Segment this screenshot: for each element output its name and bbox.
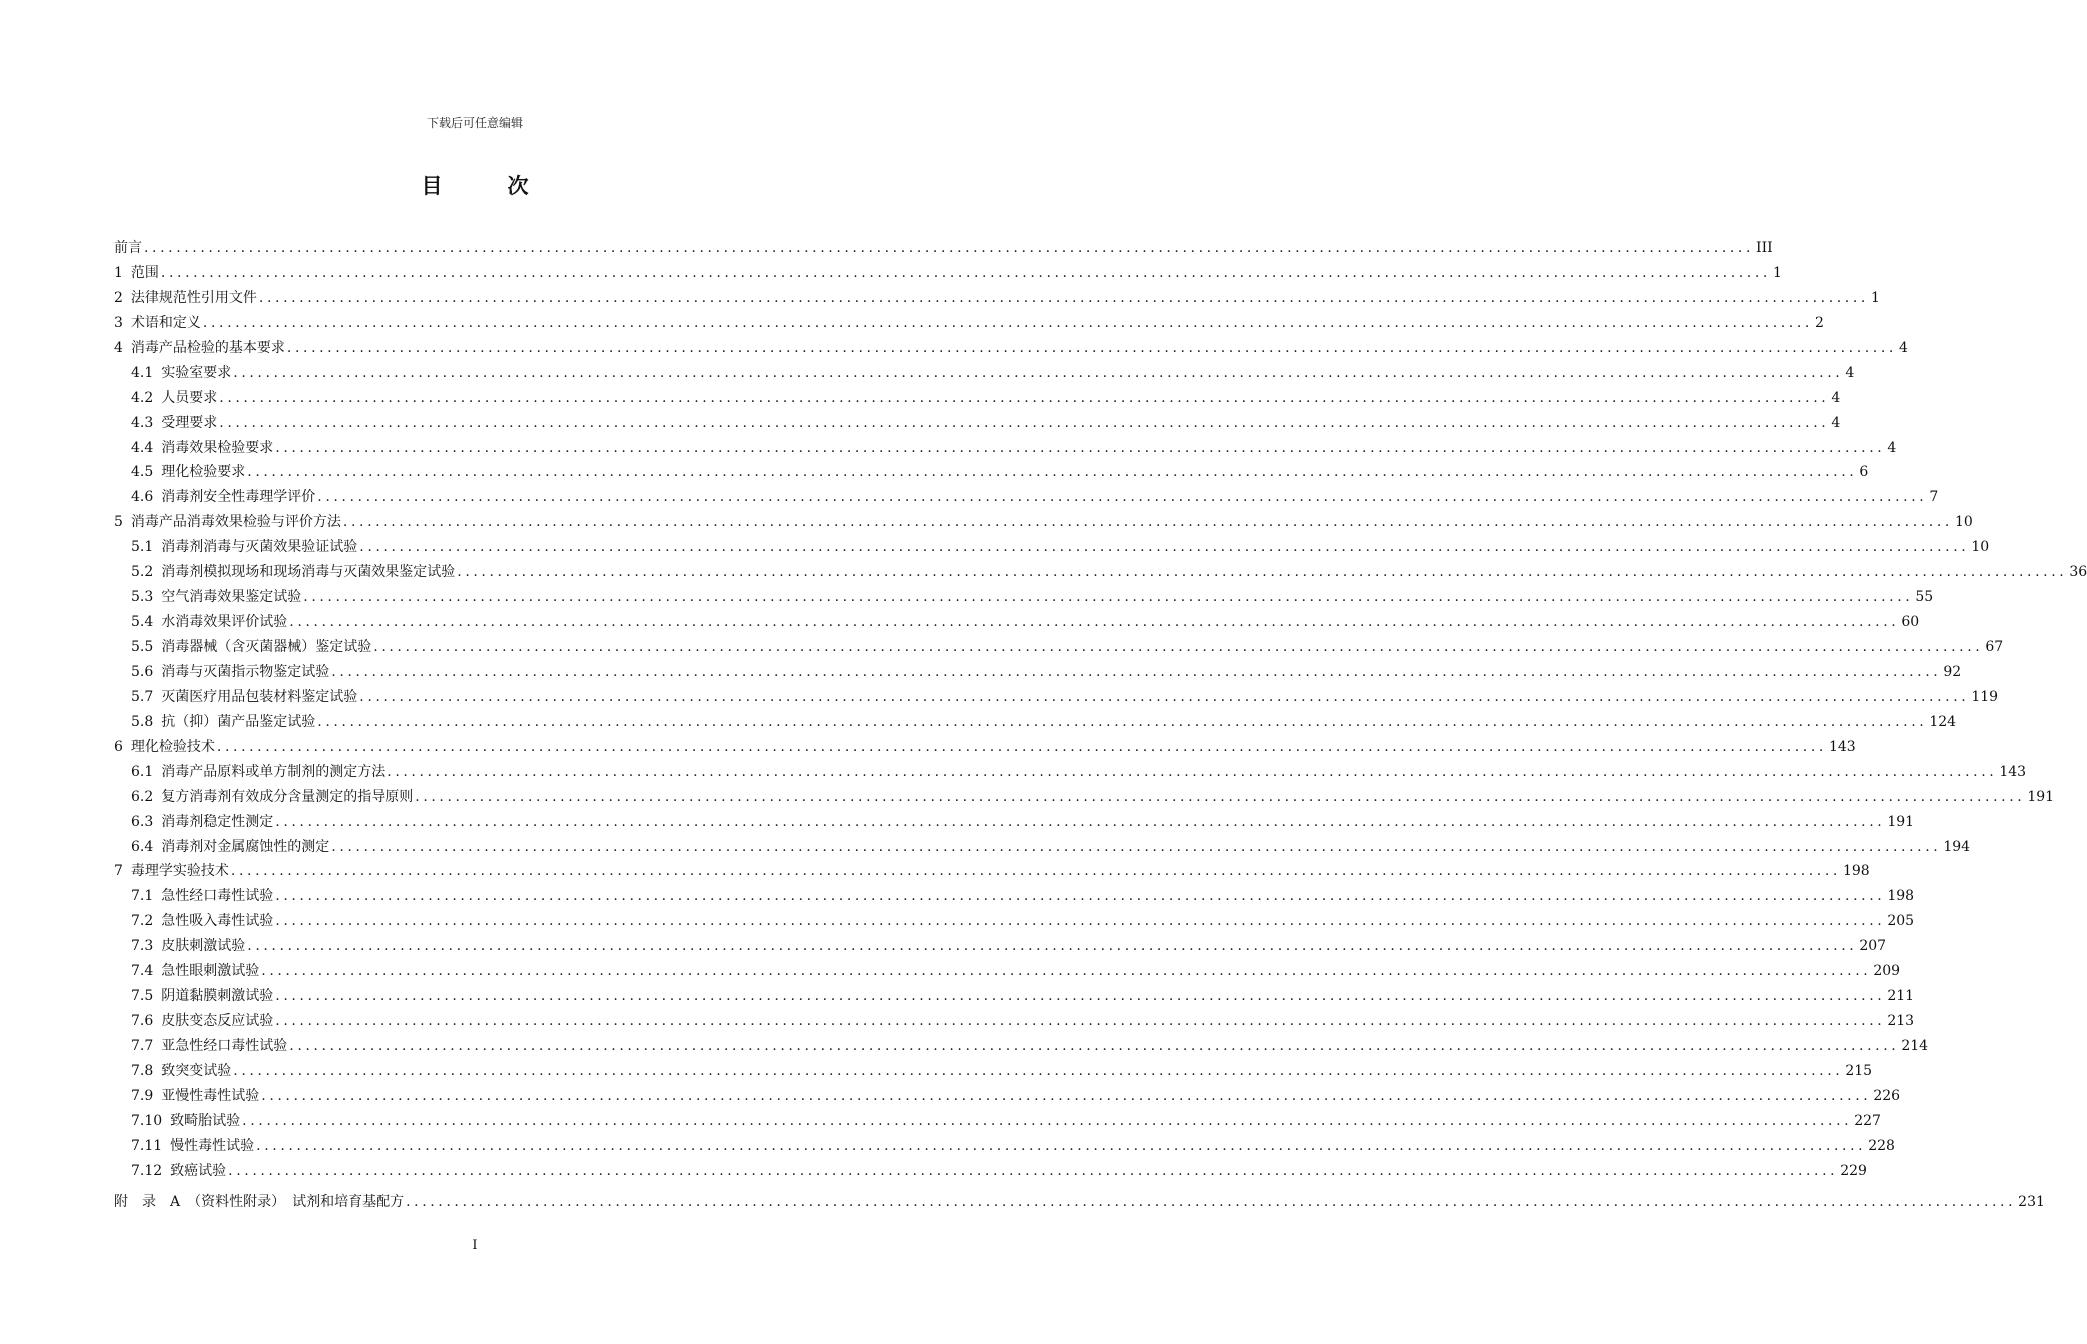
toc-entry-number: 2 — [114, 289, 123, 306]
toc-entry-number: 4.1 — [131, 364, 154, 381]
toc-entry-label: 人员要求 — [161, 389, 218, 406]
toc-entry-label: 消毒产品原料或单方制剂的测定方法 — [161, 763, 386, 780]
dot-leader: ........................................................................................................................................................................................................ — [216, 738, 1827, 755]
toc-entry-label: 急性眼刺激试验 — [161, 963, 260, 980]
toc-entry[interactable] — [114, 934, 1887, 959]
toc-entry-number: 5 — [114, 514, 123, 531]
toc-entry[interactable] — [114, 685, 1999, 710]
dot-leader: ........................................................................................................................................................................................................ — [303, 589, 1914, 606]
toc-entry[interactable] — [114, 1084, 1901, 1109]
dot-leader: ........................................................................................................................................................................................................ — [233, 1062, 1844, 1079]
toc-entry-label: 法律规范性引用文件 — [130, 289, 257, 306]
dot-leader: ........................................................................................................................................................................................................ — [415, 788, 2026, 805]
dot-leader: ........................................................................................................................................................................................................ — [202, 314, 1813, 331]
dot-leader: ........................................................................................................................................................................................................ — [242, 1112, 1853, 1129]
toc-entry[interactable] — [114, 460, 1869, 485]
toc-entry-number: 4.5 — [131, 464, 154, 481]
toc-entry[interactable] — [114, 884, 1915, 909]
dot-leader: ........................................................................................................................................................................................................ — [247, 938, 1858, 955]
toc-entry-label: 皮肤变态反应试验 — [161, 1013, 274, 1030]
toc-entry[interactable] — [114, 286, 1880, 311]
toc-entry[interactable] — [114, 560, 2087, 585]
page-number: I — [472, 1238, 478, 1253]
toc-entry[interactable] — [114, 1134, 1895, 1159]
toc-entry[interactable] — [114, 760, 2027, 785]
dot-leader: ........................................................................................................................................................................................................ — [331, 838, 1942, 855]
toc-entry-page: 55 — [1915, 589, 1934, 606]
toc-entry-number: 7.9 — [131, 1087, 154, 1104]
toc-entry-label: 亚慢性毒性试验 — [161, 1087, 260, 1104]
dot-leader: ........................................................................................................................................................................................................ — [286, 339, 1897, 356]
toc-entry-label: 范围 — [130, 264, 159, 281]
dot-leader: ........................................................................................................................................................................................................ — [373, 639, 1984, 655]
toc-entry-page: 143 — [1828, 738, 1856, 755]
toc-entry-number: 7.3 — [131, 938, 154, 955]
toc-entry-number: 7.7 — [131, 1038, 154, 1054]
toc-entry-label: 前言 — [114, 240, 142, 256]
toc-entry-page: 1 — [1870, 289, 1880, 306]
toc-entry-number: 7.6 — [131, 1013, 154, 1030]
toc-entry[interactable] — [114, 959, 1901, 984]
dot-leader: ........................................................................................................................................................................................................ — [342, 514, 1953, 531]
toc-entry-page: 6 — [1859, 464, 1869, 481]
dot-leader: ........................................................................................................................................................................................................ — [247, 464, 1858, 481]
toc-entry-number: 4.2 — [131, 389, 154, 406]
toc-entry-page: 211 — [1887, 988, 1915, 1005]
toc-entry-number: 4.3 — [131, 414, 154, 431]
dot-leader: ........................................................................................................................................................................................................ — [317, 489, 1928, 506]
toc-entry-page: 4 — [1845, 364, 1855, 381]
toc-entry-label: 抗（抑）菌产品鉴定试验 — [161, 713, 316, 730]
toc-entry-label: 致突变试验 — [161, 1062, 232, 1079]
toc-entry-page: 194 — [1943, 838, 1971, 855]
toc-entry-number: 7.4 — [131, 963, 154, 980]
toc-entry-page: 214 — [1901, 1038, 1929, 1054]
toc-entry[interactable] — [114, 436, 1897, 461]
dot-leader: ........................................................................................................................................................................................................ — [275, 1013, 1886, 1030]
dot-leader: ........................................................................................................................................................................................................ — [144, 240, 1755, 256]
toc-entry-page: 124 — [1929, 713, 1957, 730]
toc-entry-label: 阴道黏膜刺激试验 — [161, 988, 274, 1005]
dot-leader: ........................................................................................................................................................................................................ — [228, 1162, 1839, 1179]
toc-entry-page: 213 — [1887, 1013, 1915, 1030]
toc-entry-label: 急性吸入毒性试验 — [161, 913, 274, 930]
toc-entry-number: 6 — [114, 738, 123, 755]
toc-entry-label: 皮肤刺激试验 — [161, 938, 246, 955]
dot-leader: ........................................................................................................................................................................................................ — [359, 539, 1970, 556]
dot-leader: ........................................................................................................................................................................................................ — [275, 913, 1886, 930]
toc-entry-label: 消毒效果检验要求 — [161, 439, 274, 456]
toc-entry[interactable] — [114, 610, 1920, 635]
toc-entry-number: 7.5 — [131, 988, 154, 1005]
toc-entry[interactable] — [114, 236, 1773, 261]
toc-entry[interactable] — [114, 261, 1782, 286]
toc-entry-label: 毒理学实验技术 — [130, 863, 229, 880]
toc-entry-page: 198 — [1842, 863, 1870, 880]
toc-entry-label: 消毒产品检验的基本要求 — [130, 339, 285, 356]
toc-entry-page: 143 — [1999, 763, 2027, 780]
dot-leader: ........................................................................................................................................................................................................ — [275, 888, 1886, 905]
dot-leader: ........................................................................................................................................................................................................ — [258, 289, 1869, 306]
toc-entry-label: 消毒与灭菌指示物鉴定试验 — [161, 663, 330, 680]
dot-leader: ........................................................................................................................................................................................................ — [457, 564, 2068, 581]
toc-entry-page: 7 — [1929, 489, 1939, 506]
toc-entry-number: 5.6 — [131, 663, 154, 680]
toc-entry[interactable] — [114, 835, 1971, 860]
toc-entry-number: 1 — [114, 264, 123, 281]
toc-entry-page: 205 — [1887, 913, 1915, 930]
toc-entry-page: 228 — [1868, 1137, 1895, 1154]
toc-entry-number: 7.11 — [131, 1137, 163, 1154]
toc-entry-page: 119 — [1971, 688, 1999, 705]
toc-entry-label: 复方消毒剂有效成分含量测定的指导原则 — [161, 788, 414, 805]
toc-entry-label: 消毒产品消毒效果检验与评价方法 — [130, 514, 341, 531]
toc-entry[interactable] — [114, 1034, 1929, 1059]
toc-entry-number: 5.4 — [131, 614, 154, 631]
dot-leader: ........................................................................................................................................................................................................ — [261, 963, 1872, 980]
toc-entry-number: 6.2 — [131, 788, 154, 805]
toc-entry-page: 198 — [1887, 888, 1915, 905]
toc-entry-page: 10 — [1971, 539, 1990, 556]
toc-entry-number: 7.10 — [131, 1112, 163, 1129]
toc-entry-page: 4 — [1887, 439, 1897, 456]
toc-entry-label: 水消毒效果评价试验 — [161, 614, 288, 631]
toc-entry-number: 6.3 — [131, 813, 154, 830]
toc-entry[interactable] — [114, 984, 1915, 1009]
toc-entry-label: 消毒剂模拟现场和现场消毒与灭菌效果鉴定试验 — [161, 564, 456, 581]
toc-entry-number: 5.5 — [131, 639, 154, 655]
toc-entry[interactable] — [114, 785, 2055, 810]
toc-entry-page: 231 — [2018, 1193, 2045, 1210]
toc-entry-page: III — [1756, 240, 1773, 256]
toc-entry-number: 6.1 — [131, 763, 154, 780]
toc-entry[interactable] — [114, 411, 1841, 436]
toc-entry-page: 4 — [1831, 389, 1841, 406]
toc-entry-page: 191 — [2027, 788, 2055, 805]
toc-entry-number: 4 — [114, 339, 123, 356]
toc-entry-number: 5.7 — [131, 688, 154, 705]
toc-entry-label: 消毒剂稳定性测定 — [161, 813, 274, 830]
page-title: 目 次 — [421, 173, 551, 198]
toc-entry[interactable] — [114, 810, 1915, 835]
header-note: 下载后可任意编辑 — [426, 116, 523, 130]
dot-leader: ........................................................................................................................................................................................................ — [230, 863, 1841, 880]
toc-entry-number: 7.2 — [131, 913, 154, 930]
toc-entry-number: 5.3 — [131, 589, 154, 606]
toc-entry-number: 5.1 — [131, 539, 154, 556]
toc-entry[interactable] — [114, 510, 1973, 535]
toc-entry[interactable] — [114, 336, 1908, 361]
toc-entry-page: 60 — [1901, 614, 1920, 631]
dot-leader: ........................................................................................................................................................................................................ — [233, 364, 1844, 381]
dot-leader: ........................................................................................................................................................................................................ — [331, 663, 1942, 680]
toc-entry-page: 191 — [1887, 813, 1915, 830]
toc-entry-label: 空气消毒效果鉴定试验 — [161, 589, 302, 606]
dot-leader: ........................................................................................................................................................................................................ — [261, 1087, 1872, 1104]
toc-entry-number: 7.12 — [131, 1162, 163, 1179]
toc-entry-number: 7.8 — [131, 1062, 154, 1079]
toc-entry[interactable] — [114, 635, 2004, 660]
table-of-contents — [114, 236, 2087, 1215]
toc-entry-page: 215 — [1845, 1062, 1873, 1079]
toc-entry[interactable] — [114, 585, 1934, 610]
toc-entry-label: 致癌试验 — [170, 1162, 227, 1179]
toc-entry-page: 226 — [1873, 1087, 1901, 1104]
toc-entry-label: 消毒剂消毒与灭菌效果验证试验 — [161, 539, 358, 556]
toc-entry-page: 209 — [1873, 963, 1901, 980]
toc-entry-label: 附 录 A （资料性附录） 试剂和培育基配方 — [114, 1193, 405, 1210]
dot-leader: ........................................................................................................................................................................................................ — [219, 414, 1830, 431]
toc-entry[interactable] — [114, 735, 1856, 760]
toc-entry-label: 消毒剂对金属腐蚀性的测定 — [161, 838, 330, 855]
toc-entry-page: 207 — [1859, 938, 1887, 955]
toc-entry-label: 术语和定义 — [130, 314, 201, 331]
toc-entry[interactable] — [114, 311, 1824, 336]
dot-leader: ........................................................................................................................................................................................................ — [256, 1137, 1867, 1154]
toc-entry[interactable] — [114, 859, 1870, 884]
toc-entry-label: 消毒剂安全性毒理学评价 — [161, 489, 316, 506]
toc-entry-label: 理化检验要求 — [161, 464, 246, 481]
toc-entry-page: 4 — [1898, 339, 1908, 356]
toc-entry-label: 灭菌医疗用品包装材料鉴定试验 — [161, 688, 358, 705]
dot-leader: ........................................................................................................................................................................................................ — [387, 763, 1998, 780]
toc-entry-label: 致畸胎试验 — [170, 1112, 241, 1129]
toc-entry-page: 2 — [1814, 314, 1824, 331]
toc-entry[interactable] — [114, 361, 1855, 386]
toc-entry-number: 4.4 — [131, 439, 154, 456]
toc-entry-number: 7 — [114, 863, 123, 880]
toc-entry-page: 67 — [1985, 639, 2004, 655]
toc-entry[interactable] — [114, 1009, 1915, 1034]
dot-leader: ........................................................................................................................................................................................................ — [317, 713, 1928, 730]
toc-entry-page: 4 — [1831, 414, 1841, 431]
toc-entry-label: 理化检验技术 — [130, 738, 215, 755]
dot-leader: ........................................................................................................................................................................................................ — [160, 264, 1771, 281]
toc-entry-label: 消毒器械（含灭菌器械）鉴定试验 — [161, 639, 372, 655]
dot-leader: ........................................................................................................................................................................................................ — [289, 1038, 1900, 1054]
toc-entry-page: 227 — [1854, 1112, 1881, 1129]
toc-entry-label: 实验室要求 — [161, 364, 232, 381]
toc-entry-page: 1 — [1772, 264, 1782, 281]
toc-entry[interactable] — [114, 660, 1962, 685]
dot-leader: ........................................................................................................................................................................................................ — [275, 813, 1886, 830]
toc-entry-page: 229 — [1840, 1162, 1867, 1179]
toc-entry[interactable] — [114, 1159, 1867, 1184]
toc-entry-number: 4.6 — [131, 489, 154, 506]
toc-entry-number: 7.1 — [131, 888, 154, 905]
toc-entry[interactable] — [114, 710, 1957, 735]
toc-entry[interactable] — [114, 485, 1939, 510]
dot-leader: ........................................................................................................................................................................................................ — [275, 988, 1886, 1005]
dot-leader: ........................................................................................................................................................................................................ — [406, 1193, 2017, 1210]
toc-entry-label: 亚急性经口毒性试验 — [161, 1038, 288, 1054]
toc-entry-number: 5.2 — [131, 564, 154, 581]
dot-leader: ........................................................................................................................................................................................................ — [289, 614, 1900, 631]
toc-entry[interactable] — [114, 1059, 1873, 1084]
toc-entry-page: 10 — [1954, 514, 1973, 531]
toc-entry-number: 3 — [114, 314, 123, 331]
dot-leader: ........................................................................................................................................................................................................ — [219, 389, 1830, 406]
toc-entry-page: 92 — [1943, 663, 1962, 680]
toc-entry[interactable] — [114, 386, 1841, 411]
toc-entry-label: 急性经口毒性试验 — [161, 888, 274, 905]
toc-entry-number: 6.4 — [131, 838, 154, 855]
toc-entry[interactable] — [114, 909, 1915, 934]
toc-entry-page: 36 — [2069, 564, 2087, 581]
toc-entry[interactable] — [114, 535, 1990, 560]
dot-leader: ........................................................................................................................................................................................................ — [275, 439, 1886, 456]
toc-entry-label: 慢性毒性试验 — [170, 1137, 255, 1154]
toc-entry-number: 5.8 — [131, 713, 154, 730]
toc-entry[interactable] — [114, 1109, 1881, 1134]
toc-entry[interactable] — [114, 1190, 2045, 1215]
dot-leader: ........................................................................................................................................................................................................ — [359, 688, 1970, 705]
toc-entry-label: 受理要求 — [161, 414, 218, 431]
